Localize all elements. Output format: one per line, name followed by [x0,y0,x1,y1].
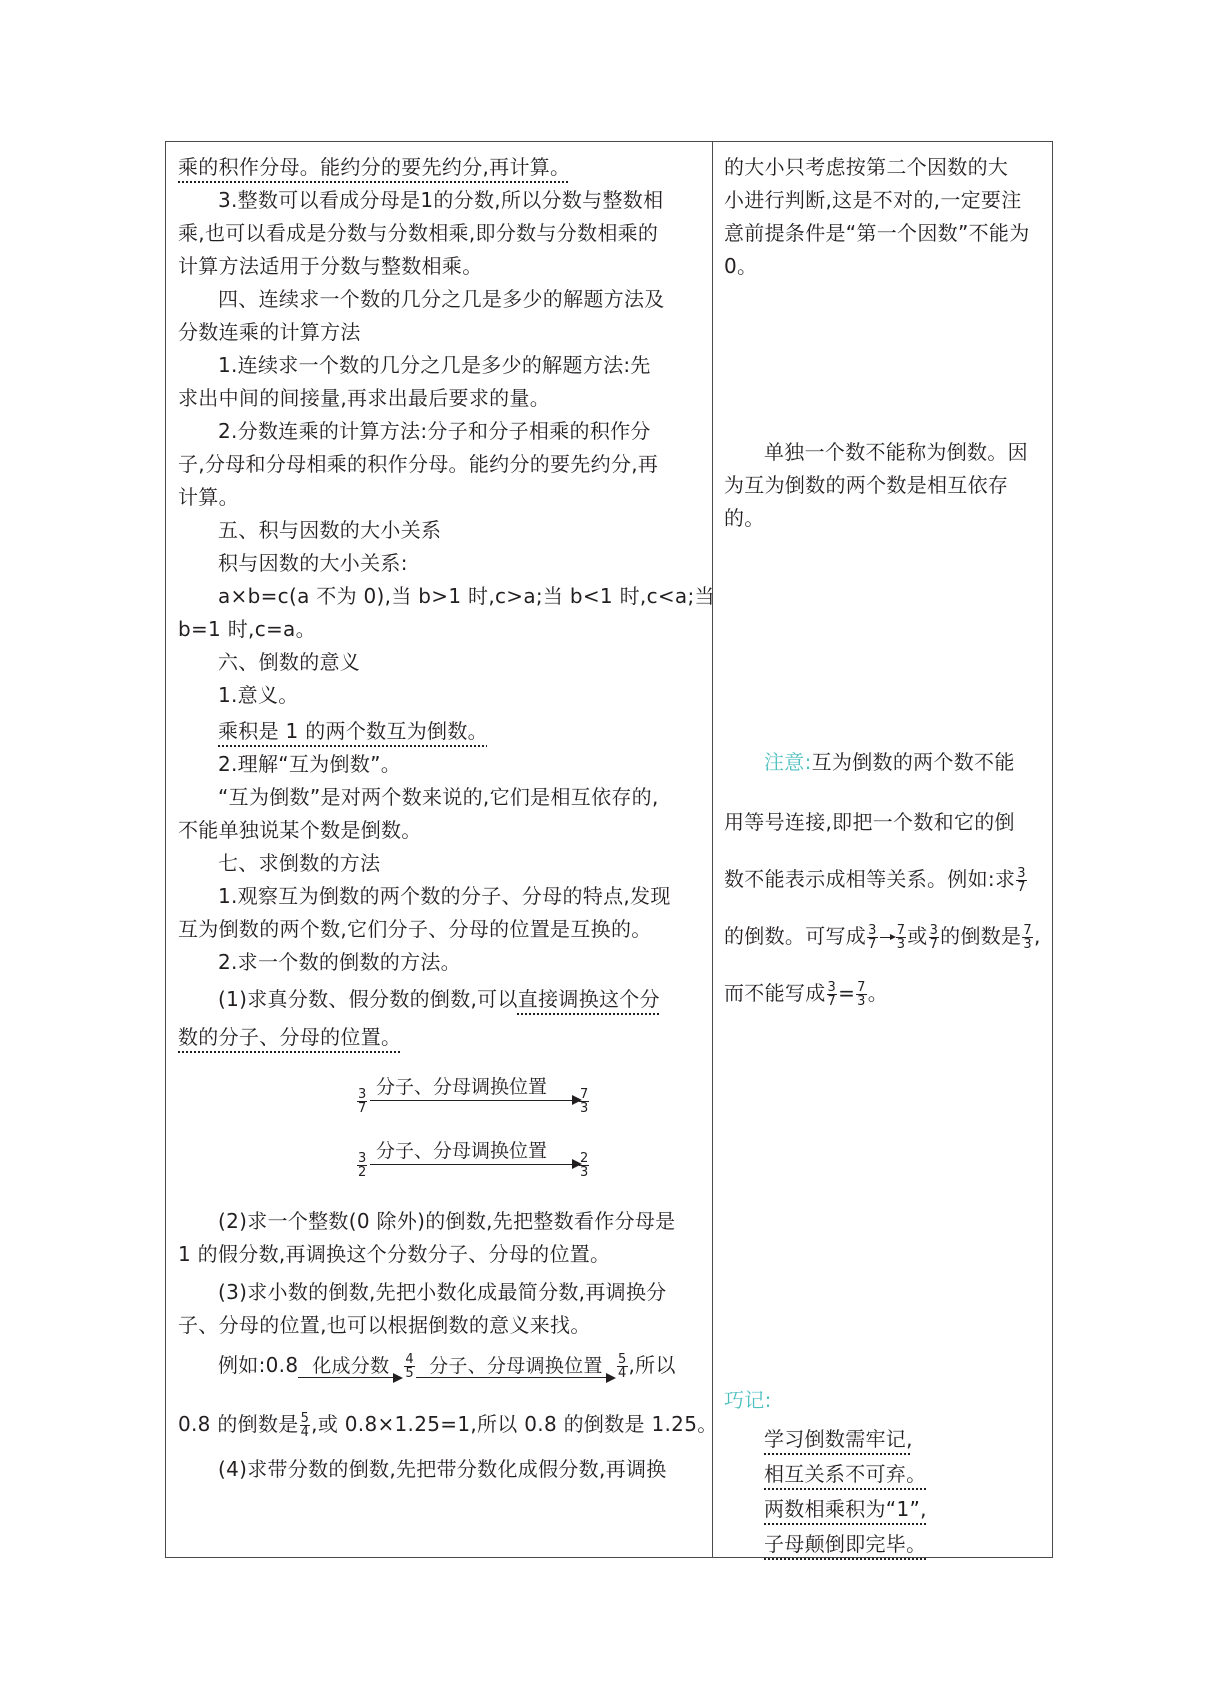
arrow-label: 分子、分母调换位置 [376,1140,548,1162]
emphasis-text: 学习倒数需牢记, [764,1427,913,1451]
text-line: 1.连续求一个数的几分之几是多少的解题方法:先 [218,353,651,377]
numerator: 5 [617,1352,627,1367]
note-line: 意前提条件是“第一个因数”不能为 [724,221,1030,245]
formula-line: b=1 时,c=a。 [178,617,316,641]
fraction [1016,867,1027,894]
text-line: 计算方法适用于分数与整数相乘。 [178,254,483,278]
text-line: 1 的假分数,再调换这个分数分子、分母的位置。 [178,1242,611,1266]
denominator: 7 [1017,880,1026,895]
example-line [178,1406,718,1442]
denominator: 5 [405,1366,414,1381]
text-line: 子,分母和分母相乘的积作分母。能约分的要先约分,再 [178,452,659,476]
note-line [724,864,1028,894]
text-segment: 0.8 的倒数是 [178,1412,299,1436]
text-line: 2.理解“互为倒数”。 [218,752,402,776]
note-line: 为互为倒数的两个数是相互依存 [724,473,1009,497]
fraction [929,924,940,951]
text-segment: 或 [907,924,928,948]
arrow-icon [880,937,894,938]
fraction [579,1152,589,1179]
text-line: 2.求一个数的倒数的方法。 [218,950,461,974]
arrow-shaft [370,1100,578,1101]
emphasis-text: 两数相乘积为“1”, [764,1497,927,1521]
memo-line [764,1529,926,1559]
text-line: 求出中间的间接量,再求出最后要求的量。 [178,386,551,410]
numerator: 3 [358,1087,367,1102]
numerator: 3 [358,1151,367,1166]
arrow-shaft [370,1164,578,1165]
memo-heading: 巧记: [724,1388,772,1412]
note-line [724,921,1041,951]
fraction [357,1088,367,1115]
emphasis-text: 子母颠倒即完毕。 [764,1532,927,1556]
fraction [357,1152,367,1179]
text-line: “互为倒数”是对两个数来说的,它们是相互依存的, [218,785,659,809]
text-segment: 。 [867,981,889,1005]
text-segment: (1)求真分数、假分数的倒数,可以 [218,987,518,1011]
fraction [1022,924,1033,951]
fraction [579,1088,589,1115]
denominator: 4 [300,1425,310,1440]
text-line: 积与因数的大小关系: [218,551,408,575]
text-segment: 例如:0.8 [218,1353,299,1377]
example-line [218,1345,676,1385]
swap-arrow [416,1355,616,1378]
numerator: 3 [929,923,939,938]
fraction [867,924,878,951]
numerator: 2 [580,1151,589,1166]
memo-line [764,1424,913,1454]
numerator: 3 [827,980,837,995]
arrow-shaft [298,1377,395,1378]
arrow-label: 化成分数 [312,1355,390,1377]
denominator: 3 [580,1165,589,1180]
section-heading: 五、积与因数的大小关系 [218,518,442,542]
text-line: 2.分数连乘的计算方法:分子和分子相乘的积作分 [218,419,651,443]
denominator: 3 [857,994,866,1009]
text-segment: ,所以 [628,1353,676,1377]
content-table [165,141,1053,1558]
section-heading: 四、连续求一个数的几分之几是多少的解题方法及 [218,287,665,311]
column-divider [712,142,713,1557]
numerator: 7 [580,1087,589,1102]
definition-line [218,716,488,746]
text-segment: , [1033,924,1041,948]
arrow-label: 分子、分母调换位置 [376,1076,548,1098]
numerator: 4 [405,1352,414,1367]
numerator: 3 [1017,866,1026,881]
denominator: 3 [580,1101,589,1116]
denominator: 2 [358,1165,367,1180]
swap-example-2 [178,1142,698,1192]
note-line: 单独一个数不能称为倒数。因 [764,440,1028,464]
emphasis-text: 直接调换这个分 [517,987,660,1011]
text-segment: 而不能写成 [724,981,826,1005]
arrow-label: 分子、分母调换位置 [429,1355,603,1377]
numerator: 7 [1023,923,1032,938]
numerator: 5 [300,1411,310,1426]
note-line [764,747,1015,777]
text-line: 3.整数可以看成分母是1的分数,所以分数与整数相 [218,188,664,212]
text-segment: = [838,981,856,1005]
note-line: 的大小只考虑按第二个因数的大 [724,155,1009,179]
fraction [617,1353,628,1380]
arrow-head-icon [606,1373,616,1383]
note-line: 小进行判断,这是不对的,一定要注 [724,188,1022,212]
text-line: 乘,也可以看成是分数与分数相乘,即分数与分数相乘的 [178,221,659,245]
text-line: (4)求带分数的倒数,先把带分数化成假分数,再调换 [218,1457,667,1481]
text-line: 1.意义。 [218,683,299,707]
numerator: 7 [857,980,866,995]
section-heading: 七、求倒数的方法 [218,851,381,875]
text-line: (3)求小数的倒数,先把小数化成最简分数,再调换分 [218,1280,667,1304]
fraction [300,1412,311,1439]
formula-line: a×b=c(a 不为 0),当 b>1 时,c>a;当 b<1 时,c<a;当 [218,584,715,608]
text-line: (2)求一个整数(0 除外)的倒数,先把整数看作分母是 [218,1209,676,1233]
text-line: 计算。 [178,485,239,509]
text-segment: 的倒数是 [940,924,1022,948]
text-segment: 数不能表示成相等关系。例如:求 [724,867,1016,891]
memo-line [764,1494,927,1524]
convert-arrow [298,1355,403,1378]
text-line [178,152,570,182]
note-line: 用等号连接,即把一个数和它的倒 [724,810,1015,834]
emphasis-text: 乘的积作分母。能约分的要先约分,再计算。 [178,155,571,179]
note-line: 0。 [724,254,758,278]
numerator: 7 [896,923,906,938]
fraction [827,981,838,1008]
fraction [896,924,907,951]
text-line [178,1022,401,1052]
numerator: 3 [868,923,877,938]
note-line [724,978,888,1008]
denominator: 3 [1023,937,1032,952]
emphasis-text: 乘积是 1 的两个数互为倒数。 [218,719,488,743]
swap-example-1 [178,1078,698,1128]
text-line: 不能单独说某个数是倒数。 [178,818,422,842]
denominator: 3 [896,937,906,952]
note-label: 注意: [764,750,812,774]
memo-label [724,1385,772,1415]
text-segment: 的倒数。可写成 [724,924,867,948]
denominator: 7 [929,937,939,952]
denominator: 7 [868,937,877,952]
arrow-head-icon [393,1373,403,1383]
denominator: 7 [827,994,837,1009]
denominator: 4 [617,1366,627,1381]
denominator: 7 [358,1101,367,1116]
text-line: 互为倒数的两个数,它们分子、分母的位置是互换的。 [178,917,652,941]
arrow-shaft [416,1377,608,1378]
emphasis-text: 数的分子、分母的位置。 [178,1025,402,1049]
section-heading: 六、倒数的意义 [218,650,361,674]
section-heading: 分数连乘的计算方法 [178,320,361,344]
note-line: 的。 [724,506,765,530]
memo-line [764,1459,926,1489]
text-line [218,984,660,1014]
text-line: 子、分母的位置,也可以根据倒数的意义来找。 [178,1313,591,1337]
text-segment: 互为倒数的两个数不能 [811,750,1015,774]
fraction [856,981,867,1008]
fraction [404,1353,415,1380]
text-line: 1.观察互为倒数的两个数的分子、分母的特点,发现 [218,884,671,908]
text-segment: ,或 0.8×1.25=1,所以 0.8 的倒数是 1.25。 [311,1412,718,1436]
emphasis-text: 相互关系不可弃。 [764,1462,927,1486]
